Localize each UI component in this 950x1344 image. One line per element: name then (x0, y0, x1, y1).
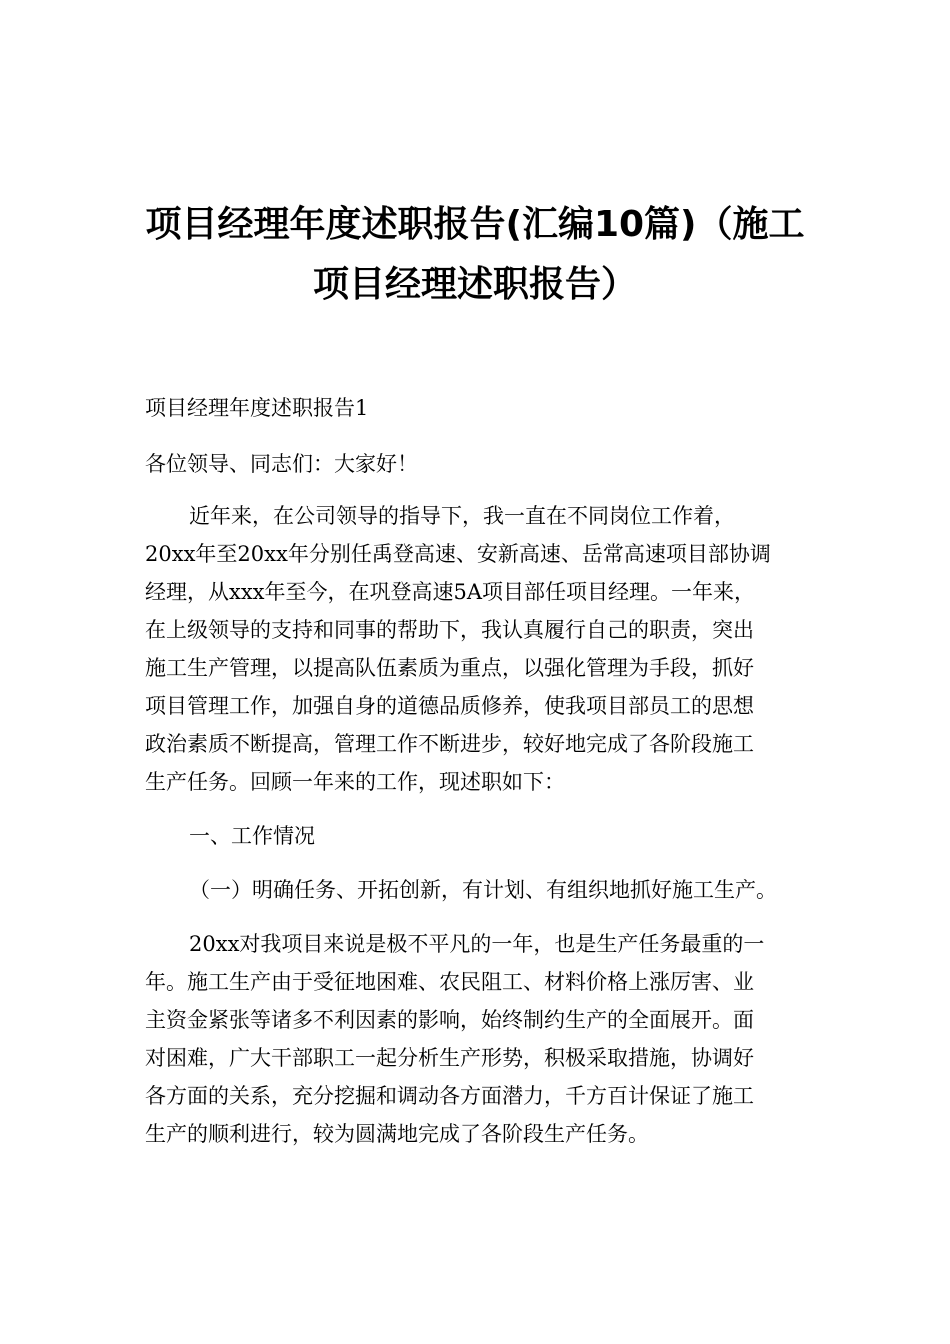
paragraph1-line: 项目管理工作，加强自身的道德品质修养，使我项目部员工的思想 (145, 694, 754, 718)
paragraph2-line: 主资金紧张等诸多不利因素的影响，始终制约生产的全面展开。面 (145, 1008, 754, 1032)
paragraph1-line: 政治素质不断提高，管理工作不断进步，较好地完成了各阶段施工 (145, 732, 754, 756)
paragraph2-line: 20xx对我项目来说是极不平凡的一年，也是生产任务最重的一 (189, 932, 765, 956)
paragraph1-line: 经理，从xxx年至今，在巩登高速5A项目部任项目经理。一年来， (145, 580, 756, 604)
paragraph1-line: 在上级领导的支持和同事的帮助下，我认真履行自己的职责，突出 (145, 618, 754, 642)
paragraph1-line: 近年来，在公司领导的指导下，我一直在不同岗位工作着， (189, 504, 735, 528)
document-title-line-1: 项目经理年度述职报告(汇编10篇)（施工 (145, 204, 805, 245)
paragraph2-line: 对困难，广大干部职工一起分析生产形势，积极采取措施，协调好 (145, 1046, 754, 1070)
paragraph2-line: 年。施工生产由于受征地困难、农民阻工、材料价格上涨厉害、业 (145, 970, 754, 994)
paragraph1-line: 生产任务。回顾一年来的工作，现述职如下： (145, 770, 565, 794)
greeting: 各位领导、同志们：大家好！ (145, 452, 418, 476)
paragraph2-line: 生产的顺利进行，较为圆满地完成了各阶段生产任务。 (145, 1122, 649, 1146)
subheading-task-clarify: （一）明确任务、开拓创新，有计划、有组织地抓好施工生产。 (189, 878, 777, 902)
document-title-line-2: 项目经理述职报告） (312, 264, 637, 305)
section-heading: 项目经理年度述职报告1 (145, 396, 369, 420)
paragraph1-line: 20xx年至20xx年分别任禹登高速、安新高速、岳常高速项目部协调 (145, 542, 771, 566)
paragraph1-line: 施工生产管理，以提高队伍素质为重点，以强化管理为手段，抓好 (145, 656, 754, 680)
subheading-work-status: 一、工作情况 (189, 824, 315, 848)
paragraph2-line: 各方面的关系，充分挖掘和调动各方面潜力，千方百计保证了施工 (145, 1084, 754, 1108)
